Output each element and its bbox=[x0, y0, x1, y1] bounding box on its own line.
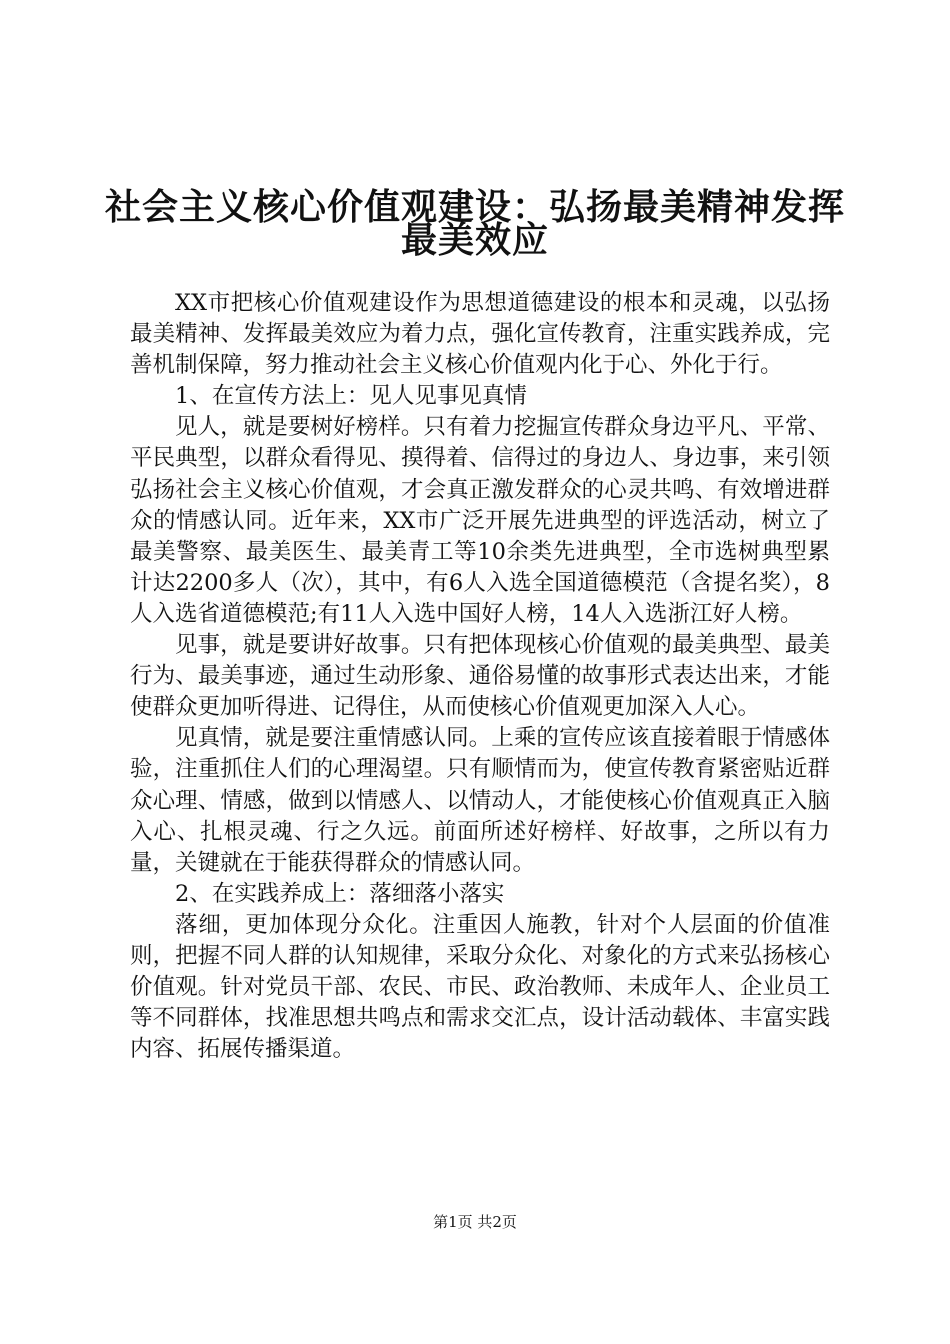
section-heading-1: 1、在宣传方法上：见人见事见真情 bbox=[175, 383, 527, 410]
section-heading-2: 2、在实践养成上：落细落小落实 bbox=[175, 880, 505, 907]
intro-paragraph: XX市把核心价值观建设作为思想道德建设的根本和灵魂，以弘扬最美精神、发挥最美效应为着力点，强化宣传教育，注重实践养成，完善机制保障，努力推动社会主义核心价值观内化于心、外化于行。 bbox=[130, 290, 830, 379]
paragraph-jianren: 见人，就是要树好榜样。只有着力挖掘宣传群众身边平凡、平常、平民典型，以群众看得见、摸得着、信得过的身边人、身边事，来引领弘扬社会主义核心价值观，才会真正激发群众的心灵共鸣、有效增进群众的情感认同。近年来，XX市广泛开展先进典型的评选活动，树立了最美警察、最美医生、最美青工等10余类先进典型，全市选树典型累计达2200多人（次），其中，有6人入选全国道德模范（含提名奖），8人入选省道德模范;有11人入选中国好人榜，14人入选浙江好人榜。 bbox=[130, 414, 830, 627]
paragraph-jianzhenqing: 见真情，就是要注重情感认同。上乘的宣传应该直接着眼于情感体验，注重抓住人们的心理渴望。只有顺情而为，使宣传教育紧密贴近群众心理、情感，做到以情感人、以情动人，才能使核心价值观真正入脑入心、扎根灵魂、行之久远。前面所述好榜样、好故事，之所以有力量，关键就在于能获得群众的情感认同。 bbox=[130, 725, 830, 876]
document-title-line-1: 社会主义核心价值观建设：弘扬最美精神发挥 bbox=[104, 187, 845, 228]
page-footer: 第1页 共2页 bbox=[433, 1213, 517, 1231]
document-body bbox=[130, 288, 830, 1065]
paragraph-jianshi: 见事，就是要讲好故事。只有把体现核心价值观的最美典型、最美行为、最美事迹，通过生动形象、通俗易懂的故事形式表达出来，才能使群众更加听得进、记得住，从而使核心价值观更加深入人心。 bbox=[130, 632, 830, 721]
paragraph-luoxi: 落细，更加体现分众化。注重因人施教，针对个人层面的价值准则，把握不同人群的认知规律，采取分众化、对象化的方式来弘扬核心价值观。针对党员干部、农民、市民、政治教师、未成年人、企业员工等不同群体，找准思想共鸣点和需求交汇点，设计活动载体、丰富实践内容、拓展传播渠道。 bbox=[130, 911, 830, 1063]
document-title-line-2: 最美效应 bbox=[400, 220, 549, 261]
